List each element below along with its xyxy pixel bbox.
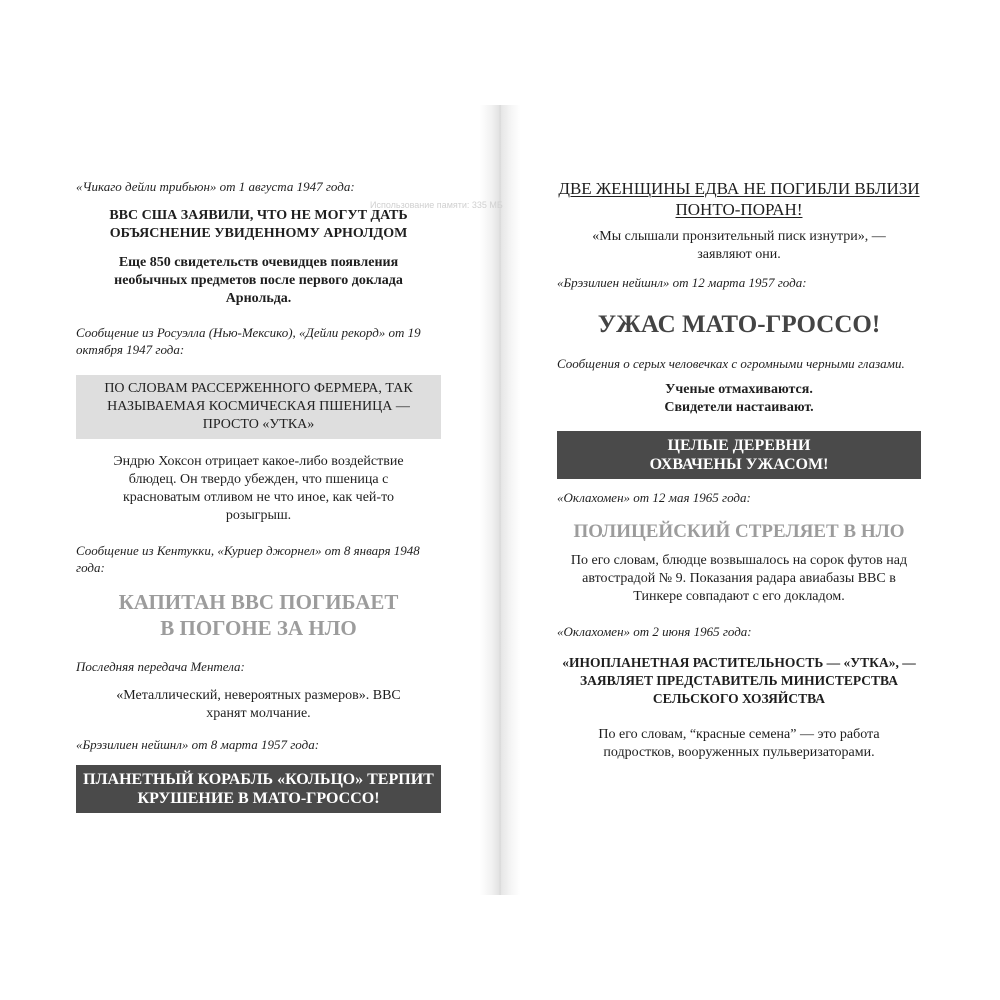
quote-text: «Мы слышали пронзительный писк изнутри», — заявляют они. bbox=[592, 229, 886, 262]
subheadline: Ученые отмахиваются. Свидетели настаивают. bbox=[664, 382, 814, 415]
headline: ВВС США ЗАЯВИЛИ, ЧТО НЕ МОГУТ ДАТЬ ОБЪЯСНЕНИЕ УВИДЕННОМУ АРНОЛДОМ bbox=[109, 208, 408, 241]
source-line: «Оклахомен» от 12 мая 1965 года: bbox=[557, 490, 751, 505]
headline: ДВЕ ЖЕНЩИНЫ ЕДВА НЕ ПОГИБЛИ ВБЛИЗИ ПОНТО-ПОРАН! bbox=[558, 179, 920, 219]
source-line: Последняя передача Ментела: bbox=[76, 659, 245, 674]
right-column bbox=[557, 178, 921, 762]
headline: «ИНОПЛАНЕТНАЯ РАСТИТЕЛЬНОСТЬ — «УТКА», — ЗАЯВЛЯЕТ ПРЕДСТАВИТЕЛЬ МИНИСТЕРСТВА СЕЛЬСКОГО ХОЗЯЙСТВА bbox=[562, 655, 916, 706]
headline-box-light: ПО СЛОВАМ РАССЕРЖЕННОГО ФЕРМЕРА, ТАК НАЗЫВАЕМАЯ КОСМИЧЕСКАЯ ПШЕНИЦА — ПРОСТО «УТКА» bbox=[76, 375, 441, 439]
article-text: «Металлический, невероятных размеров». ВВС хранят молчание. bbox=[116, 688, 401, 721]
source-line: «Брэзилиен нейшнл» от 8 марта 1957 года: bbox=[76, 737, 320, 752]
subheadline: Еще 850 свидетельств очевидцев появления необычных предметов после первого доклада Арнольда. bbox=[114, 255, 403, 306]
faint-memory-overlay: Использование памяти: 335 МБ bbox=[370, 200, 503, 210]
headline-gray: КАПИТАН ВВС ПОГИБАЕТ В ПОГОНЕ ЗА НЛО bbox=[118, 590, 399, 640]
source-line: «Чикаго дейли трибьюн» от 1 августа 1947 года: bbox=[76, 179, 355, 194]
source-line: «Брэзилиен нейшнл» от 12 марта 1957 года: bbox=[557, 275, 807, 290]
source-line: Сообщение из Кентукки, «Куриер джорнел» от 8 января 1948 года: bbox=[76, 543, 420, 575]
source-line: Сообщение из Росуэлла (Нью-Мексико), «Дейли рекорд» от 19 октября 1947 года: bbox=[76, 325, 421, 357]
headline-gray: ПОЛИЦЕЙСКИЙ СТРЕЛЯЕТ В НЛО bbox=[573, 521, 905, 542]
book-gutter bbox=[480, 105, 520, 895]
article-text: По его словам, блюдце возвышалось на сорок футов над автострадой № 9. Показания радара авиабазы ВВС в Тинкере совпадают с его докладом. bbox=[570, 553, 908, 604]
headline-box-dark: ЦЕЛЫЕ ДЕРЕВНИ ОХВАЧЕНЫ УЖАСОМ! bbox=[557, 431, 921, 479]
source-line: Сообщения о серых человечках с огромными черными глазами. bbox=[557, 356, 905, 371]
left-column bbox=[76, 178, 441, 813]
source-line: «Оклахомен» от 2 июня 1965 года: bbox=[557, 624, 752, 639]
headline-box-dark: ПЛАНЕТНЫЙ КОРАБЛЬ «КОЛЬЦО» ТЕРПИТ КРУШЕНИЕ В МАТО-ГРОССО! bbox=[76, 765, 441, 813]
article-text: Эндрю Хоксон отрицает какое-либо воздействие блюдец. Он твердо убежден, что пшеница с красноватым отливом не что иное, как чей-то розыгрыш. bbox=[113, 454, 404, 523]
article-text: По его словам, “красные семена” — это работа подростков, вооруженных пульверизаторами. bbox=[598, 727, 880, 760]
headline-large: УЖАС МАТО-ГРОССО! bbox=[597, 311, 881, 338]
